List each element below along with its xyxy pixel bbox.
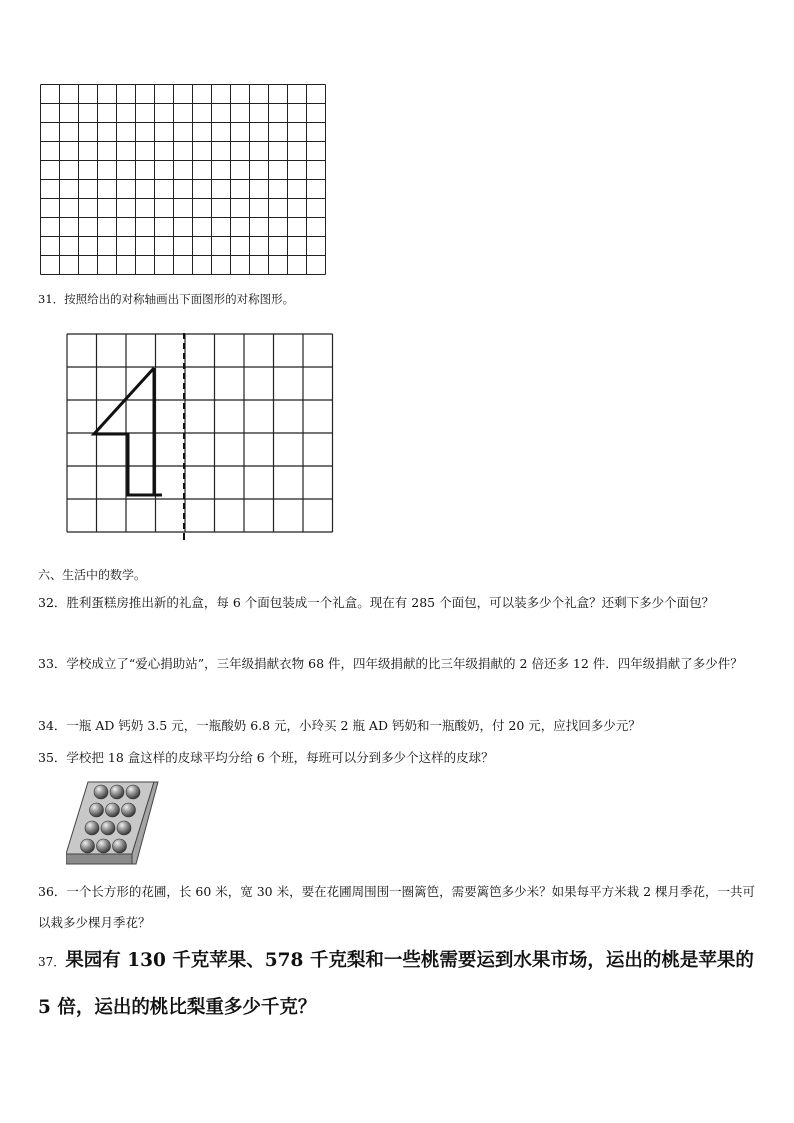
question-37-text: 果园有 130 千克苹果、578 千克梨和一些桃需要运到水果市场，运出的桃是苹果的 5 倍，运出的桃比梨重多少千克？: [38, 950, 754, 1018]
ball: [113, 839, 127, 853]
question-37: [38, 938, 756, 1030]
question-33: 33．学校成立了“爱心捐助站”，三年级捐献衣物 68 件，四年级捐献的比三年级捐献的 2 倍还多 12 件．四年级捐献了多少件？: [38, 656, 743, 671]
symmetry-grid-figure: [66, 333, 336, 543]
question-34: 34．一瓶 AD 钙奶 3.5 元，一瓶酸奶 6.8 元，小玲买 2 瓶 AD 钙奶和一瓶酸奶，付 20 元，应找回多少元？: [38, 718, 641, 733]
question-31: 31．按照给出的对称轴画出下面图形的对称图形。: [38, 292, 295, 306]
ball: [126, 785, 140, 799]
ball-box-image: [66, 780, 166, 870]
given-shape: [94, 368, 162, 495]
ball: [81, 839, 95, 853]
blank-grid-top: [40, 84, 330, 276]
question-32: 32．胜利蛋糕房推出新的礼盒，每 6 个面包装成一个礼盒。现在有 285 个面包，可以装多少个礼盒？还剩下多少个面包？: [38, 595, 715, 610]
question-37-number: 37．: [38, 955, 66, 969]
ball: [106, 803, 120, 817]
question-36: 36．一个长方形的花圃，长 60 米，宽 30 米，要在花圃周围围一圈篱笆，需要篱笆多少米？如果每平方米栽 2 棵月季花，一共可以栽多少棵月季花？: [38, 884, 756, 930]
question-35: 35．学校把 18 盒这样的皮球平均分给 6 个班，每班可以分到多少个这样的皮球？: [38, 750, 494, 765]
ball: [94, 785, 108, 799]
ball: [85, 821, 99, 835]
ball: [97, 839, 111, 853]
ball: [101, 821, 115, 835]
ball: [90, 803, 104, 817]
ball: [122, 803, 136, 817]
section-heading-6: 六、生活中的数学。: [38, 568, 147, 582]
ball: [110, 785, 124, 799]
ball: [117, 821, 131, 835]
